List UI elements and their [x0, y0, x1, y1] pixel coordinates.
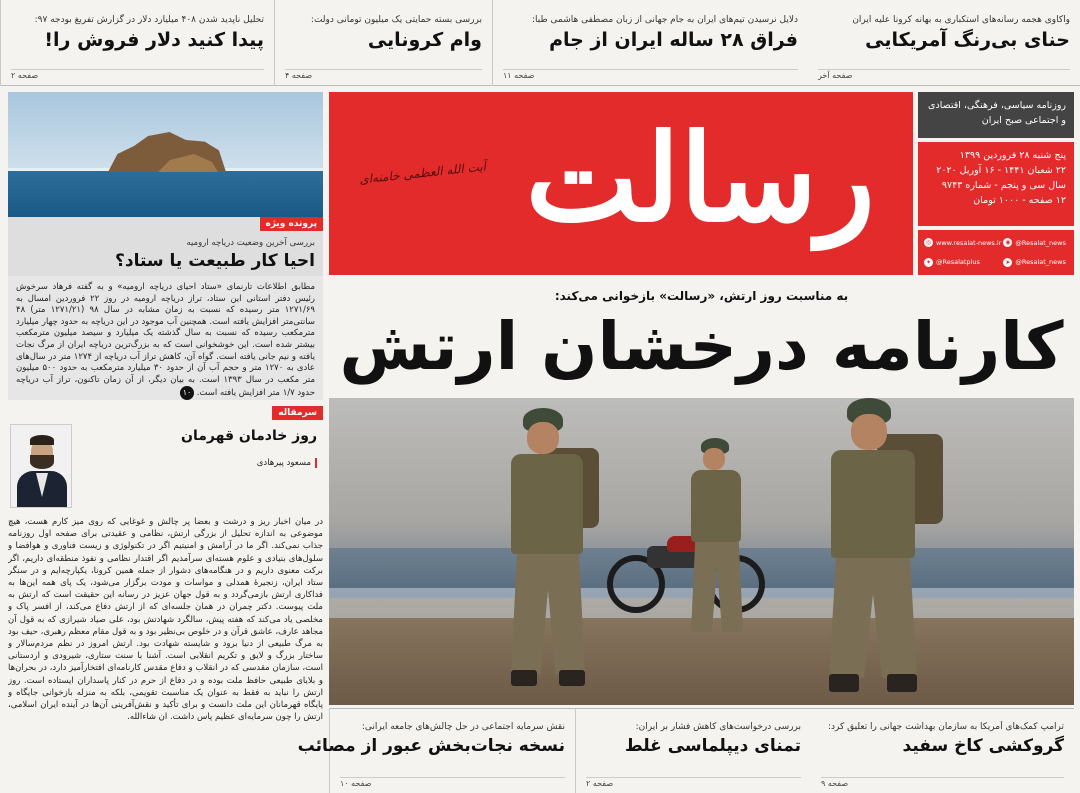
- soldier-right: [807, 398, 947, 698]
- teaser-headline: تمنای دیپلماسی غلط: [625, 736, 801, 756]
- social-handle: @Resalat_news: [1015, 258, 1066, 267]
- teaser-headline: گروکشی کاخ سفید: [902, 736, 1064, 756]
- lake-urmia-photo: [8, 92, 323, 217]
- date-line: سال سی و پنجم - شماره ۹۷۴۳: [941, 180, 1066, 191]
- bottom-teaser-1[interactable]: [297, 709, 575, 793]
- soldier-middle: [679, 438, 759, 648]
- dossier-body-text: مطابق اطلاعات تارنمای «ستاد احیای دریاچه ارومیه» و به گفته فرهاد سرخوش رئیس دفتر استانی این ستاد، تراز دریاچه ارومیه در روز ۲۲ فروردین امسال به ۱۲۷۱/۶۹ متر رسیده که نسبت به زمان مشابه در سال ۹۸ (۱۲۷۱/۲۱ متر) ۴۸ سانتی‌متر افزایش یافته است. همچنین آب موجود در این دریاچه به حدود چهار میلیارد مترمکعب رسیده که نسبت به سال گذشته یک میلیارد و سیصد میلیون مترمکعب بیشتر شده است. این خوشخوانی است که به بزرگ‌ترین دریاچه ایران از مرگ نجات یافته و نیم جانی یافته است. گواه آن، کاهش تراز آب دریاچه از ۱۲۷۴ متر در سال‌های عادی به ۱۲۷۰ متر و حجم آب آن از حدود ۳۰ میلیارد مترمکعب به حدود ۵۰۰ میلیون متر مکعب در سال ۱۳۹۳ است. به بیان دیگر، از آن زمان تاکنون، تراز آب دریاچه حدود ۱/۷ متر افزایش یافته است.: [16, 282, 316, 399]
- teaser-rule: [821, 777, 1064, 778]
- teaser-page: صفحه ۱۰: [340, 779, 372, 788]
- army-soldiers-photo: [329, 398, 1074, 705]
- masthead: [329, 92, 913, 275]
- instagram-icon: ◉: [1005, 239, 1011, 247]
- social-telegram[interactable]: [1003, 254, 1068, 272]
- teaser-kicker: بررسی بسته حمایتی یک میلیون تومانی دولت:: [310, 15, 482, 25]
- teaser-headline: وام کرونایی: [367, 29, 482, 51]
- teaser-rule: [285, 69, 482, 70]
- left-column: [8, 92, 323, 793]
- lead-kicker: به مناسبت روز ارتش، «رسالت» بازخوانی می‌کند:: [554, 289, 849, 303]
- editorial[interactable]: [8, 420, 323, 793]
- top-teaser-strip: [0, 0, 1080, 86]
- teaser-headline: پیدا کنید دلار فروش را!: [44, 29, 264, 51]
- teaser-kicker: دلایل نرسیدن تیم‌های ایران به جام جهانی از زبان مصطفی هاشمی طبا:: [532, 15, 798, 25]
- top-teaser-2[interactable]: [274, 0, 492, 86]
- lead-headline: کارنامه درخشان ارتش: [339, 308, 1064, 385]
- bottom-teaser-strip: [297, 708, 1074, 793]
- bottom-teaser-3[interactable]: [811, 709, 1074, 793]
- issue-date-block: [918, 142, 1074, 226]
- editorial-author: مسعود پیرهادی: [181, 458, 317, 468]
- teaser-kicker: تحلیل ناپدید شدن ۴۰۸ میلیارد دلار در گزارش تفریغ بودجه ۹۷:: [34, 15, 264, 25]
- social-handle: @Resalatplus: [936, 258, 980, 267]
- date-line: ۲۲ شعبان ۱۴۴۱ - ۱۶ آوریل ۲۰۲۰: [936, 165, 1066, 176]
- teaser-page: صفحه ۴: [285, 71, 313, 80]
- teaser-rule: [586, 777, 801, 778]
- dossier-headline: احیا کار طبیعت یا ستاد؟: [114, 251, 315, 271]
- top-teaser-1[interactable]: [0, 0, 274, 86]
- teaser-kicker: واکاوی هجمه رسانه‌های استکباری به بهانه کرونا علیه ایران: [852, 15, 1070, 25]
- teaser-headline: نسخه نجات‌بخش عبور از مصائب: [297, 736, 565, 756]
- teaser-page: صفحه ۹: [821, 779, 849, 788]
- telegram-icon: ➤: [1005, 258, 1011, 266]
- editorial-tag: سرمقاله: [272, 406, 323, 420]
- bottom-teaser-2[interactable]: [575, 709, 811, 793]
- teaser-page: صفحه ۲: [11, 71, 39, 80]
- leader-signature: آیت الله العظمی خامنه‌ای: [358, 159, 487, 187]
- date-line: پنج شنبه ۲۸ فروردین ۱۳۹۹: [959, 150, 1066, 161]
- date-line: ۱۲ صفحه - ۱۰۰۰ تومان: [973, 195, 1066, 206]
- author-portrait: [10, 424, 72, 508]
- dossier-body: [8, 276, 323, 400]
- top-teaser-4[interactable]: [808, 0, 1080, 86]
- dossier-header[interactable]: [8, 217, 323, 276]
- social-links: [918, 230, 1074, 275]
- soldier-left: [489, 408, 609, 698]
- teaser-kicker: نقش سرمایه اجتماعی در حل چالش‌های جامعه ایرانی:: [361, 722, 565, 732]
- teaser-headline: حنای بی‌رنگ آمریکایی: [865, 29, 1070, 51]
- teaser-rule: [503, 69, 798, 70]
- newspaper-logo: رسالت: [525, 108, 875, 249]
- social-twitter[interactable]: [924, 254, 1001, 272]
- lead-story[interactable]: [329, 280, 1074, 705]
- teaser-kicker: بررسی درخواست‌های کاهش فشار بر ایران:: [635, 722, 801, 732]
- twitter-icon: ✦: [925, 258, 932, 266]
- teaser-page: صفحه ۲: [586, 779, 614, 788]
- web-icon: ◎: [925, 239, 932, 247]
- paper-description: روزنامه سیاسی، فرهنگی، اقتصادی و اجتماعی صبح ایران: [918, 92, 1074, 138]
- dossier-kicker: بررسی آخرین وضعیت دریاچه ارومیه: [186, 238, 315, 248]
- social-web[interactable]: [924, 234, 1001, 252]
- social-handle: www.resalat-news.ir: [936, 238, 1002, 247]
- dossier-tag: پرونده ویژه: [260, 217, 323, 231]
- editorial-body: در میان اخبار ریز و درشت و بعضا پر چالش و غوغایی که روی میز کارم هست، هیچ موضوعی به اندازه تحلیل از بزرگی ارتش، نظامی و عقیدتی برای صفحه اول روزنامه جذاب نمی‌کند. اگر ما در آرامش و امنیتیم اگر در تکنولوژی و زیست فناوری و هوافضا و سلول‌های بنیادی و علوم هسته‌ای سرآمدیم اگر اقتدار نظامی و نفوذ منطقه‌ای داریم، اگر برکت معنوی داریم و در هنگامه‌های دشوار از جمله همین کرونا، یکپارچه‌ایم و در سنگر ستاد ایران، زنجیرهٔ همدلی و مواسات و مودت برگزار می‌شود، یک پای همه این‌ها به فداکاری ارتش بازمی‌گردد و به قول جهان عزیز در رسانه این حقیقت است که ارتش به ملت پیوست. دکتر چمران در همان جلسه‌ای که از ارتش دفاع می‌کند، از افسر پاک و مخلصی یاد می‌کند که هفته پیش، سالگرد شهادتش بود، علی صیاد شیرازی که به قول آن مجاهد عارف، عاشق قرآن و در خلوص بی‌نظیر بود و به قول مقام معظم رهبری، حیف بود به مرگ طبیعی از دنیا برود و شایسته شهادت بود. ارتش امروز در نظم مردم‌سالار و ساختار بزرگ و لایق و تکریم انقلابی است. آشنا با سنت ستاری، شیرودی و اردستانی است، سازمان مقدسی که در انقلاب و دفاع مقدس کارنامه‌ای افتخارآمیز دارد، در بحران‌ها و بلایای طبیعی حافظ ملت بوده و در دفاع از حرم در کنار پاسداران ایستاده است. روز ارتش را نباید به فقط به عنوان یک مناسبت تقویمی، بلکه به منزله بازخوانی جایگاه و پایگاه قهرمانان این ملت دانست و برای تأکید و نقش‌آفرینی آن‌ها در آینده ایران اسلامی، ارتش را چون سرمایه‌ای عظیم پاس داشت. ان شاءالله.: [8, 517, 323, 723]
- dossier-page-badge: ۱۰: [180, 386, 194, 400]
- editorial-headline: روز خادمان قهرمان: [181, 428, 317, 444]
- teaser-rule: [11, 69, 264, 70]
- top-teaser-3[interactable]: [492, 0, 808, 86]
- social-instagram[interactable]: [1003, 234, 1068, 252]
- teaser-rule: [818, 69, 1070, 70]
- teaser-rule: [340, 777, 565, 778]
- teaser-kicker: ترامپ کمک‌های آمریکا به سازمان بهداشت جهانی را تعلیق کرد:: [828, 722, 1064, 732]
- teaser-page: صفحه آخر: [818, 71, 853, 80]
- teaser-headline: فراق ۲۸ ساله ایران از جام: [549, 29, 798, 51]
- teaser-page: صفحه ۱۱: [503, 71, 535, 80]
- social-handle: @Resalat_news: [1015, 238, 1066, 247]
- issue-info-box: [918, 92, 1074, 275]
